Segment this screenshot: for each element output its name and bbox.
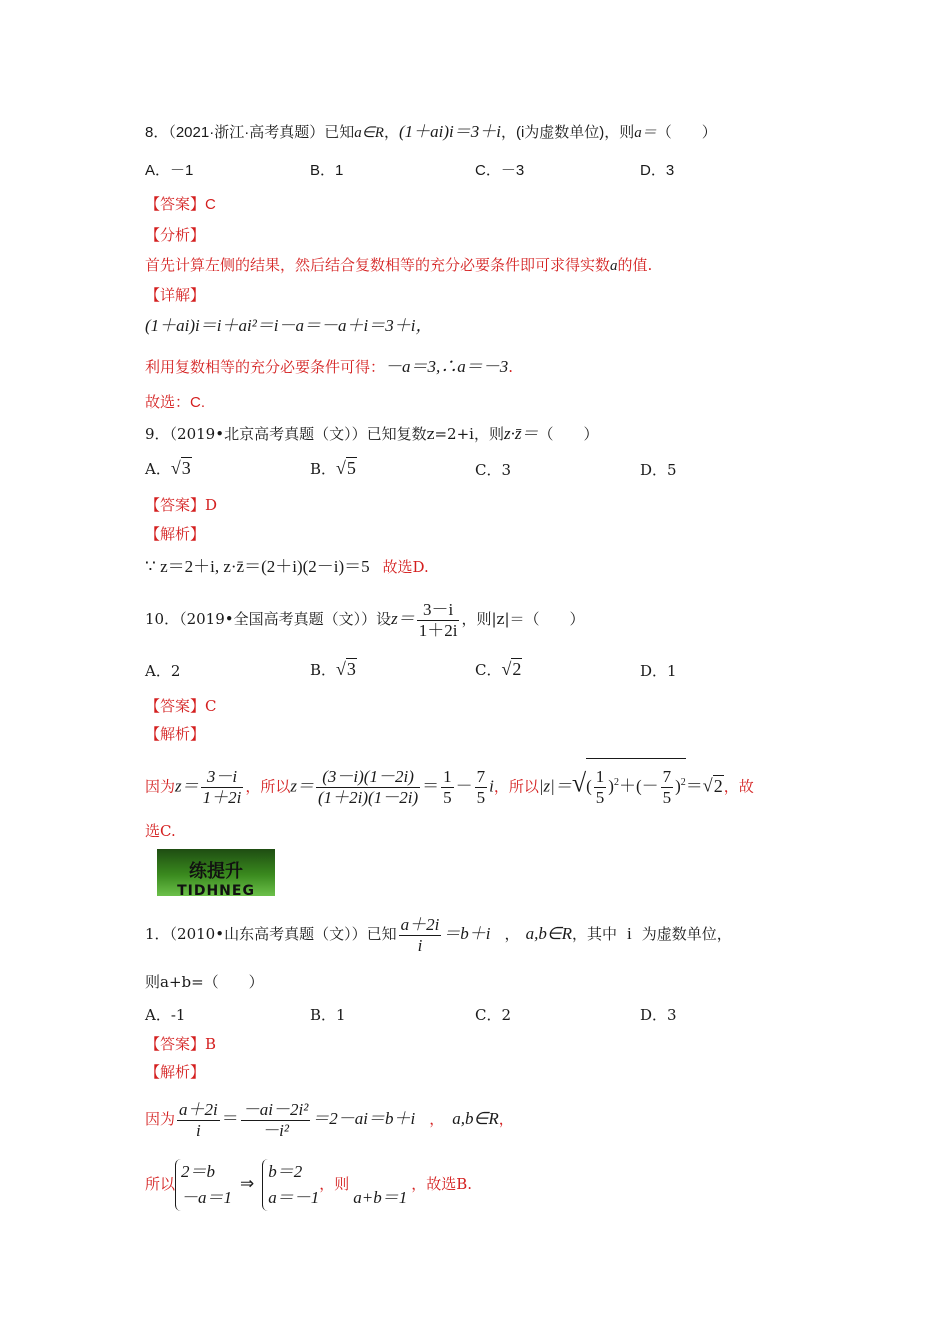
q10-option-b[interactable]: B．√3 <box>310 659 356 679</box>
q10-solution: 因为z＝ $\frac{3-i}{1+2i}$ ，所以z＝ $\frac{(3-i)(1-2i)}{(1+2i)(1-2i)}$ ＝ $\frac{1}{5}$ － $\frac{7}{5}$ i，所以|z|＝√( $\frac{1}{5}$ )$^2$＋(－ $\frac{7}{5}$ )$^2$＝√2，故 <box>145 758 754 811</box>
p1-analysis-head: 【解析】 <box>145 1063 206 1081</box>
q8-analysis-head: 【分析】 <box>145 226 206 244</box>
p1-answer: 【答案】B <box>145 1035 217 1053</box>
q10-stem: 10．（2019•全国高考真题（文））设z＝ $\frac{3-i}{1+2i}$ ，则|z|＝（ ） <box>145 599 585 640</box>
q8-option-c[interactable]: C．－3 <box>475 162 525 179</box>
p1-stem-line2: 则a+b=（ ） <box>145 973 264 991</box>
q8-detail-head: 【详解】 <box>145 286 206 304</box>
q10-analysis-head: 【解析】 <box>145 725 206 743</box>
q8-option-d[interactable]: D．3 <box>640 162 675 179</box>
p1-option-b[interactable]: B．1 <box>310 1006 346 1024</box>
q9-option-d[interactable]: D．5 <box>640 461 677 479</box>
q9-option-b[interactable]: B．√5 <box>310 458 356 478</box>
q9-solution: ∵ z＝2＋i, z·z̄＝(2＋i)(2－i)＝5 故选D. <box>145 557 429 576</box>
q10-solution-end: 选C. <box>145 822 176 840</box>
q8-option-b[interactable]: B．1 <box>310 162 344 179</box>
q9-analysis-head: 【解析】 <box>145 525 206 543</box>
q8-stem: 8．（2021·浙江·高考真题）已知a∈R，(1＋ai)i＝3＋i，(i为虚数单位)，则a＝（ ） <box>145 122 717 141</box>
p1-system: 所以 2＝b －a＝1 ⇒ b＝2 a＝－1 ，则a+b＝1，故选B. <box>145 1156 472 1212</box>
q9-option-c[interactable]: C．3 <box>475 461 512 479</box>
q8-answer: 【答案】C <box>145 196 216 213</box>
q10-option-a[interactable]: A．2 <box>145 662 181 680</box>
q8-analysis: 首先计算左侧的结果，然后结合复数相等的充分必要条件即可求得实数a的值. <box>145 256 653 274</box>
banner-subtitle: TIDHNEG <box>177 883 255 896</box>
p1-option-c[interactable]: C．2 <box>475 1006 512 1024</box>
section-banner <box>157 849 275 896</box>
q8-detail-line2: 利用复数相等的充分必要条件可得：－a＝3,∴a＝－3. <box>145 357 514 376</box>
p1-stem: 1．（2010•山东高考真题（文））已知 $\frac{a+2i}{i}$ ＝b＋i ， a,b∈R，其中 i 为虚数单位， <box>145 914 732 955</box>
q8-conclusion: 故选：C. <box>145 394 206 411</box>
p1-option-d[interactable]: D．3 <box>640 1006 677 1024</box>
q10-answer: 【答案】C <box>145 697 217 715</box>
q8-option-a[interactable]: A．－1 <box>145 162 194 179</box>
q9-option-a[interactable]: A．√3 <box>145 458 191 478</box>
p1-option-a[interactable]: A．-1 <box>145 1006 186 1024</box>
q10-option-d[interactable]: D．1 <box>640 662 677 680</box>
q10-option-c[interactable]: C．√2 <box>475 659 522 679</box>
banner-title: 练提升 <box>189 861 243 882</box>
q9-answer: 【答案】D <box>145 496 218 514</box>
p1-solution: 因为 $\frac{a+2i}{i}$ ＝ $\frac{\text{－ai－2i²}}{\text{－i²}}$ ＝2－ai＝b＋i ， a,b∈R， <box>145 1099 514 1140</box>
q8-detail-equation: (1＋ai)i＝i＋ai²＝i－a＝－a＋i＝3＋i， <box>145 316 433 335</box>
q9-stem: 9．（2019•北京高考真题（文））已知复数z=2+i，则z·z̄＝（ ） <box>145 424 599 443</box>
